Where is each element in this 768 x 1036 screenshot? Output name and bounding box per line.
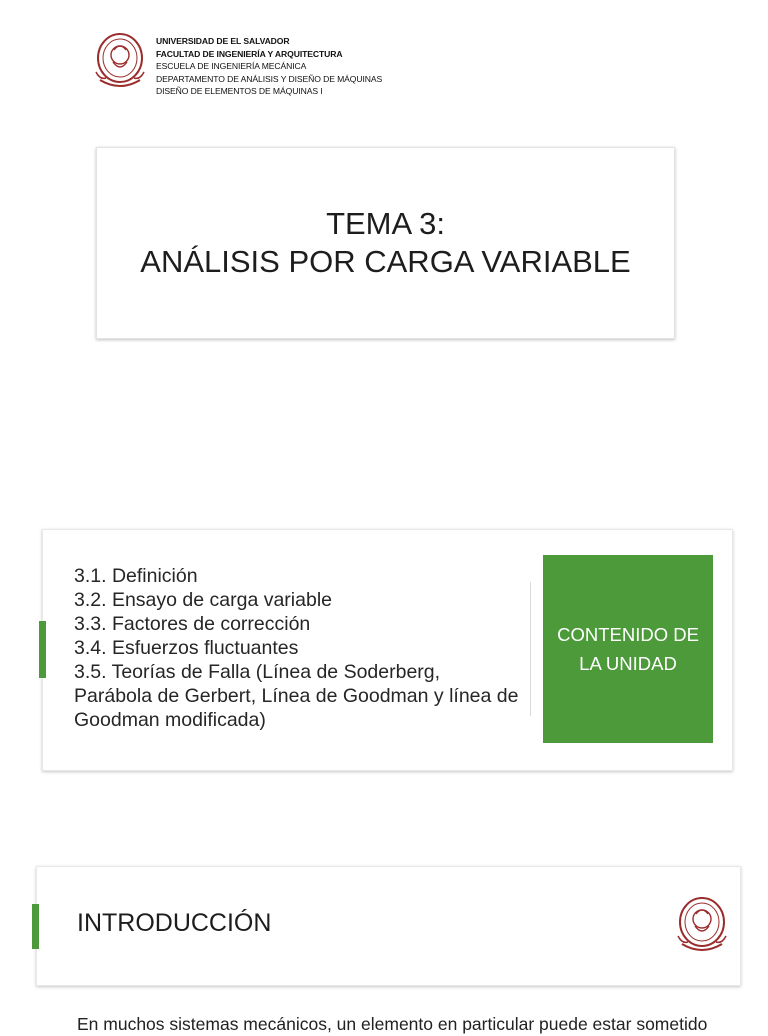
accent-bar <box>32 904 39 949</box>
header-line: DEPARTAMENTO DE ANÁLISIS Y DISEÑO DE MÁQUINAS <box>156 73 383 84</box>
header-line: UNIVERSIDAD DE EL SALVADOR <box>156 36 290 46</box>
contents-list <box>74 564 519 732</box>
university-seal-icon <box>676 892 728 958</box>
header-line: ESCUELA DE INGENIERÍA MECÁNICA <box>156 61 307 72</box>
title-slide <box>96 147 675 339</box>
list-item: 3.4. Esfuerzos fluctuantes <box>74 637 299 659</box>
slide-title-line2: ANÁLISIS POR CARGA VARIABLE <box>140 244 631 279</box>
divider <box>530 582 531 716</box>
unit-label: CONTENIDO DE LA UNIDAD <box>557 624 699 674</box>
header-line: FACULTAD DE INGENIERÍA Y ARQUITECTURA <box>156 48 343 59</box>
slide-title-line1: TEMA 3: <box>326 206 445 241</box>
accent-bar <box>39 621 46 678</box>
list-item: 3.2. Ensayo de carga variable <box>74 589 332 611</box>
university-seal-icon <box>94 28 146 94</box>
intro-title: INTRODUCCIÓN <box>77 909 272 937</box>
body-paragraph: En muchos sistemas mecánicos, un elemento en particular puede estar sometido <box>77 1014 708 1034</box>
list-item: 3.1. Definición <box>74 565 198 587</box>
list-item: 3.3. Factores de corrección <box>74 613 311 635</box>
list-item: 3.5. Teorías de Falla (Línea de Soderberg, Parábola de Gerbert, Línea de Goodman y línea de Goodman modificada) <box>74 661 519 731</box>
contents-slide <box>42 529 733 771</box>
unit-label-box <box>543 555 713 743</box>
intro-slide <box>36 866 741 986</box>
university-header <box>156 35 382 98</box>
header-line: DISEÑO DE ELEMENTOS DE MÁQUINAS I <box>156 86 323 97</box>
